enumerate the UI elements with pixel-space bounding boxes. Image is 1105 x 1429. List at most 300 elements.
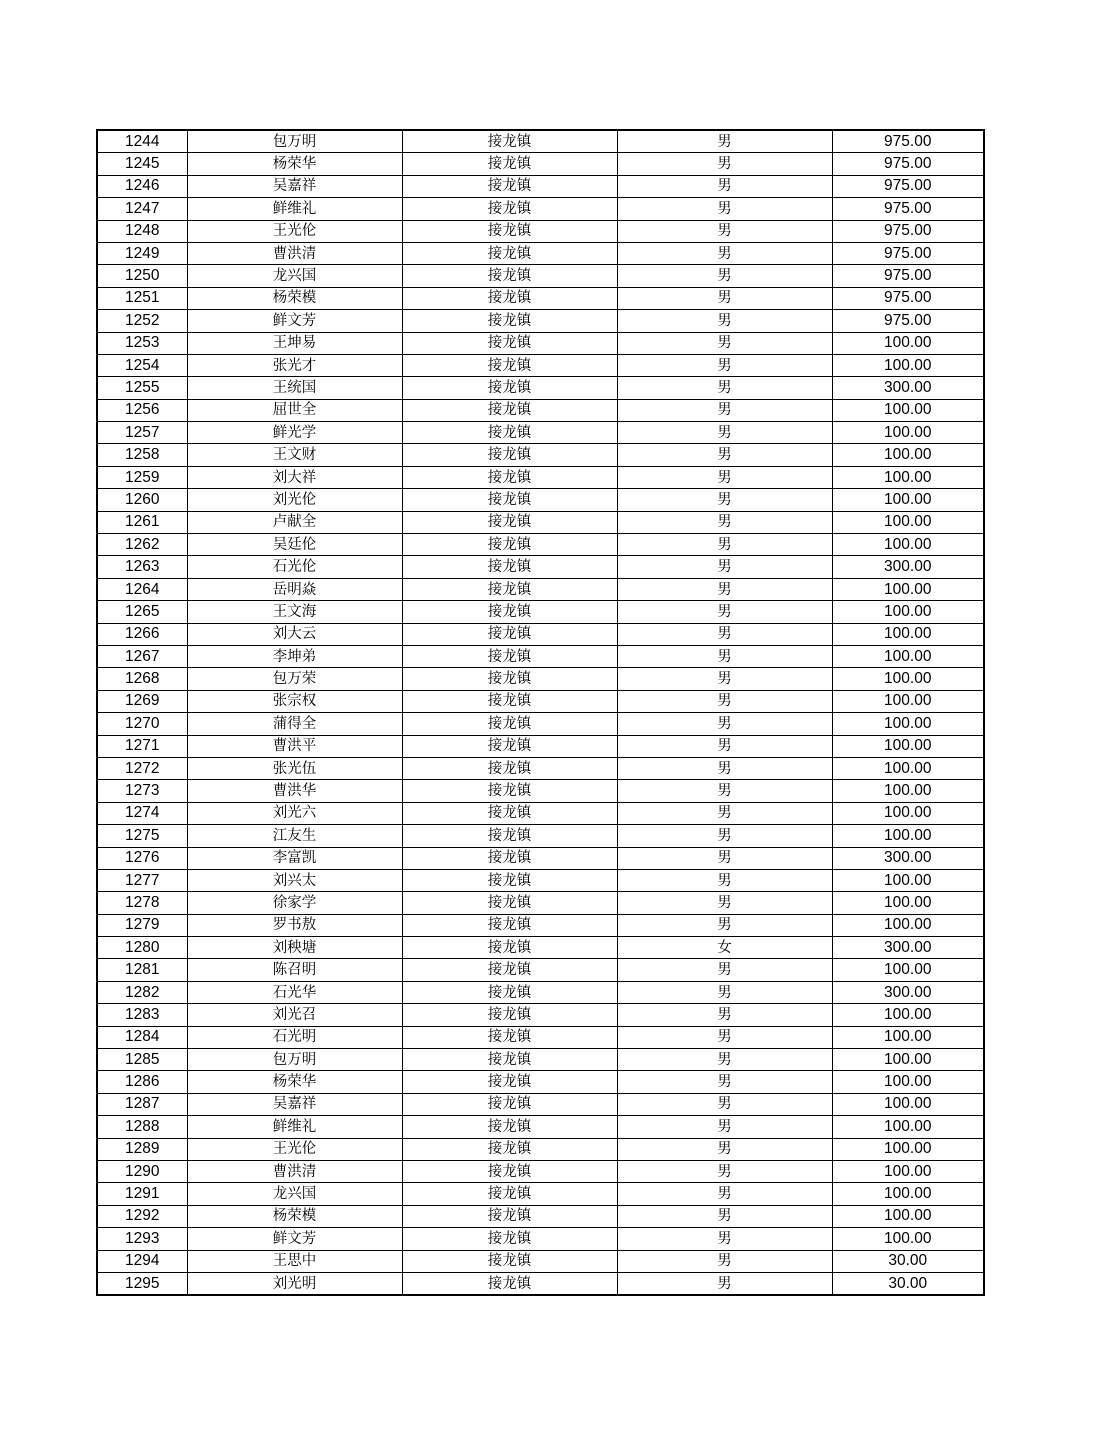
town-cell: 接龙镇 xyxy=(402,377,617,399)
gender-cell: 男 xyxy=(617,1205,832,1227)
name-cell: 鲜文芳 xyxy=(187,310,402,332)
table-row xyxy=(97,399,984,421)
table-row xyxy=(97,1138,984,1160)
name-cell: 杨荣模 xyxy=(187,287,402,309)
town-cell: 接龙镇 xyxy=(402,1049,617,1071)
row-number-cell: 1287 xyxy=(97,1093,187,1115)
row-number-cell: 1244 xyxy=(97,130,187,153)
name-cell: 鲜维礼 xyxy=(187,1116,402,1138)
gender-cell: 男 xyxy=(617,713,832,735)
row-number-cell: 1288 xyxy=(97,1116,187,1138)
amount-cell: 100.00 xyxy=(832,1049,984,1071)
amount-cell: 975.00 xyxy=(832,242,984,264)
name-cell: 曹洪清 xyxy=(187,242,402,264)
town-cell: 接龙镇 xyxy=(402,757,617,779)
row-number-cell: 1271 xyxy=(97,735,187,757)
name-cell: 曹洪清 xyxy=(187,1160,402,1182)
town-cell: 接龙镇 xyxy=(402,399,617,421)
name-cell: 徐家学 xyxy=(187,892,402,914)
row-number-cell: 1293 xyxy=(97,1228,187,1250)
town-cell: 接龙镇 xyxy=(402,287,617,309)
gender-cell: 男 xyxy=(617,623,832,645)
town-cell: 接龙镇 xyxy=(402,534,617,556)
table-row xyxy=(97,377,984,399)
row-number-cell: 1285 xyxy=(97,1049,187,1071)
row-number-cell: 1292 xyxy=(97,1205,187,1227)
row-number-cell: 1295 xyxy=(97,1272,187,1295)
name-cell: 江友生 xyxy=(187,825,402,847)
table-row xyxy=(97,668,984,690)
town-cell: 接龙镇 xyxy=(402,489,617,511)
table-row xyxy=(97,287,984,309)
gender-cell: 男 xyxy=(617,578,832,600)
town-cell: 接龙镇 xyxy=(402,981,617,1003)
table-row xyxy=(97,489,984,511)
name-cell: 李富凯 xyxy=(187,847,402,869)
gender-cell: 男 xyxy=(617,422,832,444)
name-cell: 刘光六 xyxy=(187,802,402,824)
gender-cell: 男 xyxy=(617,377,832,399)
name-cell: 包万明 xyxy=(187,130,402,153)
amount-cell: 975.00 xyxy=(832,175,984,197)
amount-cell: 100.00 xyxy=(832,713,984,735)
amount-cell: 100.00 xyxy=(832,668,984,690)
town-cell: 接龙镇 xyxy=(402,175,617,197)
row-number-cell: 1262 xyxy=(97,534,187,556)
amount-cell: 100.00 xyxy=(832,1004,984,1026)
town-cell: 接龙镇 xyxy=(402,354,617,376)
gender-cell: 男 xyxy=(617,332,832,354)
town-cell: 接龙镇 xyxy=(402,1205,617,1227)
gender-cell: 男 xyxy=(617,242,832,264)
table-row xyxy=(97,1228,984,1250)
gender-cell: 男 xyxy=(617,1138,832,1160)
row-number-cell: 1258 xyxy=(97,444,187,466)
row-number-cell: 1257 xyxy=(97,422,187,444)
gender-cell: 男 xyxy=(617,1093,832,1115)
table-row xyxy=(97,713,984,735)
name-cell: 吴嘉祥 xyxy=(187,175,402,197)
town-cell: 接龙镇 xyxy=(402,466,617,488)
town-cell: 接龙镇 xyxy=(402,242,617,264)
name-cell: 杨荣模 xyxy=(187,1205,402,1227)
amount-cell: 100.00 xyxy=(832,1138,984,1160)
row-number-cell: 1280 xyxy=(97,937,187,959)
table-row xyxy=(97,645,984,667)
amount-cell: 100.00 xyxy=(832,489,984,511)
town-cell: 接龙镇 xyxy=(402,422,617,444)
town-cell: 接龙镇 xyxy=(402,220,617,242)
name-cell: 杨荣华 xyxy=(187,153,402,175)
table-row xyxy=(97,556,984,578)
town-cell: 接龙镇 xyxy=(402,578,617,600)
row-number-cell: 1266 xyxy=(97,623,187,645)
row-number-cell: 1269 xyxy=(97,690,187,712)
table-row xyxy=(97,757,984,779)
row-number-cell: 1278 xyxy=(97,892,187,914)
amount-cell: 100.00 xyxy=(832,825,984,847)
table-row xyxy=(97,1049,984,1071)
row-number-cell: 1291 xyxy=(97,1183,187,1205)
name-cell: 刘光明 xyxy=(187,1272,402,1295)
name-cell: 鲜维礼 xyxy=(187,198,402,220)
table-row xyxy=(97,220,984,242)
name-cell: 鲜光学 xyxy=(187,422,402,444)
row-number-cell: 1252 xyxy=(97,310,187,332)
name-cell: 卢献全 xyxy=(187,511,402,533)
town-cell: 接龙镇 xyxy=(402,310,617,332)
town-cell: 接龙镇 xyxy=(402,1004,617,1026)
name-cell: 刘大祥 xyxy=(187,466,402,488)
gender-cell: 男 xyxy=(617,466,832,488)
table-row xyxy=(97,802,984,824)
name-cell: 鲜文芳 xyxy=(187,1228,402,1250)
amount-cell: 975.00 xyxy=(832,198,984,220)
table-row xyxy=(97,892,984,914)
gender-cell: 男 xyxy=(617,354,832,376)
name-cell: 王光伦 xyxy=(187,220,402,242)
row-number-cell: 1275 xyxy=(97,825,187,847)
name-cell: 蒲得全 xyxy=(187,713,402,735)
amount-cell: 100.00 xyxy=(832,869,984,891)
gender-cell: 男 xyxy=(617,981,832,1003)
name-cell: 王文海 xyxy=(187,601,402,623)
gender-cell: 男 xyxy=(617,130,832,153)
table-row xyxy=(97,847,984,869)
amount-cell: 100.00 xyxy=(832,1026,984,1048)
amount-cell: 975.00 xyxy=(832,153,984,175)
amount-cell: 100.00 xyxy=(832,1116,984,1138)
name-cell: 张光才 xyxy=(187,354,402,376)
row-number-cell: 1273 xyxy=(97,780,187,802)
gender-cell: 男 xyxy=(617,892,832,914)
town-cell: 接龙镇 xyxy=(402,444,617,466)
name-cell: 刘光召 xyxy=(187,1004,402,1026)
table-row xyxy=(97,242,984,264)
amount-cell: 100.00 xyxy=(832,578,984,600)
table-row xyxy=(97,1026,984,1048)
amount-cell: 100.00 xyxy=(832,780,984,802)
gender-cell: 男 xyxy=(617,489,832,511)
gender-cell: 男 xyxy=(617,780,832,802)
table-row xyxy=(97,198,984,220)
amount-cell: 975.00 xyxy=(832,310,984,332)
table-row xyxy=(97,175,984,197)
row-number-cell: 1264 xyxy=(97,578,187,600)
town-cell: 接龙镇 xyxy=(402,1138,617,1160)
name-cell: 刘兴太 xyxy=(187,869,402,891)
row-number-cell: 1274 xyxy=(97,802,187,824)
town-cell: 接龙镇 xyxy=(402,780,617,802)
town-cell: 接龙镇 xyxy=(402,735,617,757)
gender-cell: 男 xyxy=(617,534,832,556)
gender-cell: 男 xyxy=(617,1071,832,1093)
town-cell: 接龙镇 xyxy=(402,601,617,623)
gender-cell: 男 xyxy=(617,847,832,869)
gender-cell: 男 xyxy=(617,175,832,197)
gender-cell: 男 xyxy=(617,1004,832,1026)
town-cell: 接龙镇 xyxy=(402,1228,617,1250)
table-row xyxy=(97,1004,984,1026)
table-row xyxy=(97,1071,984,1093)
name-cell: 刘秧塘 xyxy=(187,937,402,959)
table-row xyxy=(97,444,984,466)
gender-cell: 男 xyxy=(617,310,832,332)
table-row xyxy=(97,1250,984,1272)
table-row xyxy=(97,354,984,376)
row-number-cell: 1277 xyxy=(97,869,187,891)
gender-cell: 男 xyxy=(617,265,832,287)
table-row xyxy=(97,1093,984,1115)
town-cell: 接龙镇 xyxy=(402,1250,617,1272)
gender-cell: 男 xyxy=(617,668,832,690)
row-number-cell: 1290 xyxy=(97,1160,187,1182)
row-number-cell: 1284 xyxy=(97,1026,187,1048)
amount-cell: 100.00 xyxy=(832,1228,984,1250)
town-cell: 接龙镇 xyxy=(402,556,617,578)
gender-cell: 女 xyxy=(617,937,832,959)
table-row xyxy=(97,780,984,802)
town-cell: 接龙镇 xyxy=(402,713,617,735)
table-row xyxy=(97,310,984,332)
gender-cell: 男 xyxy=(617,959,832,981)
town-cell: 接龙镇 xyxy=(402,802,617,824)
amount-cell: 100.00 xyxy=(832,959,984,981)
amount-cell: 100.00 xyxy=(832,332,984,354)
data-sheet xyxy=(96,129,983,1296)
town-cell: 接龙镇 xyxy=(402,914,617,936)
town-cell: 接龙镇 xyxy=(402,265,617,287)
table-row xyxy=(97,265,984,287)
amount-cell: 30.00 xyxy=(832,1272,984,1295)
row-number-cell: 1294 xyxy=(97,1250,187,1272)
row-number-cell: 1276 xyxy=(97,847,187,869)
town-cell: 接龙镇 xyxy=(402,511,617,533)
name-cell: 王光伦 xyxy=(187,1138,402,1160)
name-cell: 吴廷伦 xyxy=(187,534,402,556)
amount-cell: 300.00 xyxy=(832,377,984,399)
gender-cell: 男 xyxy=(617,1116,832,1138)
name-cell: 陈召明 xyxy=(187,959,402,981)
row-number-cell: 1255 xyxy=(97,377,187,399)
gender-cell: 男 xyxy=(617,556,832,578)
town-cell: 接龙镇 xyxy=(402,937,617,959)
town-cell: 接龙镇 xyxy=(402,153,617,175)
town-cell: 接龙镇 xyxy=(402,645,617,667)
town-cell: 接龙镇 xyxy=(402,869,617,891)
gender-cell: 男 xyxy=(617,220,832,242)
row-number-cell: 1256 xyxy=(97,399,187,421)
row-number-cell: 1260 xyxy=(97,489,187,511)
amount-cell: 975.00 xyxy=(832,130,984,153)
gender-cell: 男 xyxy=(617,1049,832,1071)
table-row xyxy=(97,1160,984,1182)
gender-cell: 男 xyxy=(617,511,832,533)
town-cell: 接龙镇 xyxy=(402,1026,617,1048)
gender-cell: 男 xyxy=(617,802,832,824)
gender-cell: 男 xyxy=(617,444,832,466)
name-cell: 王文财 xyxy=(187,444,402,466)
gender-cell: 男 xyxy=(617,1026,832,1048)
amount-cell: 100.00 xyxy=(832,735,984,757)
row-number-cell: 1245 xyxy=(97,153,187,175)
table-row xyxy=(97,623,984,645)
gender-cell: 男 xyxy=(617,757,832,779)
row-number-cell: 1270 xyxy=(97,713,187,735)
town-cell: 接龙镇 xyxy=(402,825,617,847)
row-number-cell: 1265 xyxy=(97,601,187,623)
name-cell: 石光华 xyxy=(187,981,402,1003)
gender-cell: 男 xyxy=(617,645,832,667)
name-cell: 曹洪平 xyxy=(187,735,402,757)
amount-cell: 100.00 xyxy=(832,914,984,936)
name-cell: 曹洪华 xyxy=(187,780,402,802)
name-cell: 王思中 xyxy=(187,1250,402,1272)
row-number-cell: 1249 xyxy=(97,242,187,264)
amount-cell: 100.00 xyxy=(832,601,984,623)
gender-cell: 男 xyxy=(617,690,832,712)
row-number-cell: 1268 xyxy=(97,668,187,690)
row-number-cell: 1259 xyxy=(97,466,187,488)
row-number-cell: 1261 xyxy=(97,511,187,533)
table-row xyxy=(97,735,984,757)
town-cell: 接龙镇 xyxy=(402,1093,617,1115)
name-cell: 刘光伦 xyxy=(187,489,402,511)
table-row xyxy=(97,511,984,533)
row-number-cell: 1251 xyxy=(97,287,187,309)
name-cell: 包万明 xyxy=(187,1049,402,1071)
amount-cell: 100.00 xyxy=(832,511,984,533)
name-cell: 张光伍 xyxy=(187,757,402,779)
row-number-cell: 1286 xyxy=(97,1071,187,1093)
gender-cell: 男 xyxy=(617,825,832,847)
amount-cell: 100.00 xyxy=(832,757,984,779)
town-cell: 接龙镇 xyxy=(402,668,617,690)
town-cell: 接龙镇 xyxy=(402,130,617,153)
table-row xyxy=(97,601,984,623)
table-row xyxy=(97,578,984,600)
town-cell: 接龙镇 xyxy=(402,198,617,220)
name-cell: 李坤弟 xyxy=(187,645,402,667)
amount-cell: 100.00 xyxy=(832,1160,984,1182)
name-cell: 罗书敖 xyxy=(187,914,402,936)
amount-cell: 30.00 xyxy=(832,1250,984,1272)
table-row xyxy=(97,869,984,891)
table-row xyxy=(97,1205,984,1227)
amount-cell: 100.00 xyxy=(832,1183,984,1205)
town-cell: 接龙镇 xyxy=(402,1272,617,1295)
name-cell: 吴嘉祥 xyxy=(187,1093,402,1115)
table-row xyxy=(97,937,984,959)
amount-cell: 300.00 xyxy=(832,847,984,869)
amount-cell: 975.00 xyxy=(832,287,984,309)
name-cell: 屈世全 xyxy=(187,399,402,421)
amount-cell: 100.00 xyxy=(832,534,984,556)
town-cell: 接龙镇 xyxy=(402,690,617,712)
town-cell: 接龙镇 xyxy=(402,1160,617,1182)
table-row xyxy=(97,130,984,153)
row-number-cell: 1281 xyxy=(97,959,187,981)
gender-cell: 男 xyxy=(617,1228,832,1250)
name-cell: 龙兴国 xyxy=(187,1183,402,1205)
amount-cell: 300.00 xyxy=(832,937,984,959)
name-cell: 岳明焱 xyxy=(187,578,402,600)
gender-cell: 男 xyxy=(617,914,832,936)
name-cell: 包万荣 xyxy=(187,668,402,690)
table-row xyxy=(97,422,984,444)
amount-cell: 100.00 xyxy=(832,892,984,914)
table-row xyxy=(97,825,984,847)
table-body xyxy=(97,130,984,1295)
table-row xyxy=(97,1183,984,1205)
amount-cell: 100.00 xyxy=(832,466,984,488)
amount-cell: 100.00 xyxy=(832,1071,984,1093)
row-number-cell: 1250 xyxy=(97,265,187,287)
row-number-cell: 1248 xyxy=(97,220,187,242)
amount-cell: 975.00 xyxy=(832,265,984,287)
town-cell: 接龙镇 xyxy=(402,892,617,914)
row-number-cell: 1267 xyxy=(97,645,187,667)
amount-cell: 975.00 xyxy=(832,220,984,242)
gender-cell: 男 xyxy=(617,869,832,891)
town-cell: 接龙镇 xyxy=(402,332,617,354)
name-cell: 刘大云 xyxy=(187,623,402,645)
row-number-cell: 1247 xyxy=(97,198,187,220)
table-row xyxy=(97,1272,984,1295)
table-row xyxy=(97,981,984,1003)
name-cell: 杨荣华 xyxy=(187,1071,402,1093)
gender-cell: 男 xyxy=(617,198,832,220)
amount-cell: 100.00 xyxy=(832,645,984,667)
gender-cell: 男 xyxy=(617,601,832,623)
town-cell: 接龙镇 xyxy=(402,1116,617,1138)
table-row xyxy=(97,466,984,488)
amount-cell: 100.00 xyxy=(832,1093,984,1115)
town-cell: 接龙镇 xyxy=(402,1183,617,1205)
gender-cell: 男 xyxy=(617,735,832,757)
name-cell: 王统国 xyxy=(187,377,402,399)
table-row xyxy=(97,1116,984,1138)
name-cell: 石光明 xyxy=(187,1026,402,1048)
row-number-cell: 1253 xyxy=(97,332,187,354)
name-cell: 张宗权 xyxy=(187,690,402,712)
table-row xyxy=(97,690,984,712)
table-row xyxy=(97,914,984,936)
gender-cell: 男 xyxy=(617,1183,832,1205)
row-number-cell: 1246 xyxy=(97,175,187,197)
town-cell: 接龙镇 xyxy=(402,623,617,645)
row-number-cell: 1263 xyxy=(97,556,187,578)
amount-cell: 100.00 xyxy=(832,422,984,444)
gender-cell: 男 xyxy=(617,399,832,421)
gender-cell: 男 xyxy=(617,1250,832,1272)
amount-cell: 100.00 xyxy=(832,690,984,712)
gender-cell: 男 xyxy=(617,153,832,175)
subsidy-table xyxy=(96,129,985,1296)
town-cell: 接龙镇 xyxy=(402,1071,617,1093)
amount-cell: 100.00 xyxy=(832,399,984,421)
amount-cell: 100.00 xyxy=(832,444,984,466)
table-row xyxy=(97,959,984,981)
row-number-cell: 1283 xyxy=(97,1004,187,1026)
row-number-cell: 1279 xyxy=(97,914,187,936)
table-row xyxy=(97,332,984,354)
amount-cell: 100.00 xyxy=(832,623,984,645)
amount-cell: 300.00 xyxy=(832,556,984,578)
name-cell: 石光伦 xyxy=(187,556,402,578)
row-number-cell: 1289 xyxy=(97,1138,187,1160)
amount-cell: 100.00 xyxy=(832,1205,984,1227)
